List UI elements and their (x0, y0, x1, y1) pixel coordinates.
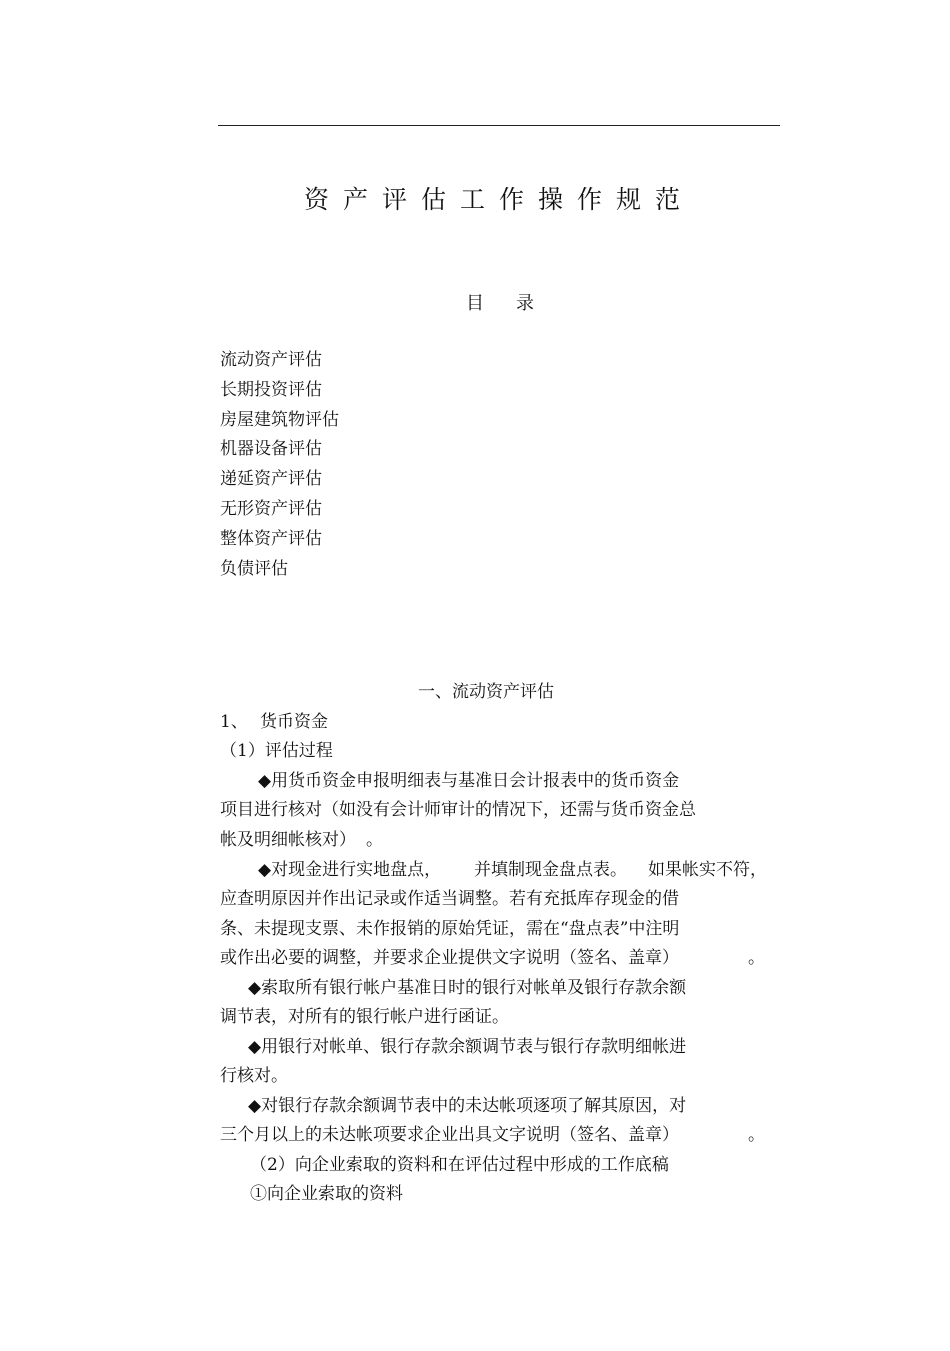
paragraph-line: 帐及明细帐核对） (220, 830, 356, 850)
paragraph-line: 。 (748, 1125, 765, 1145)
paragraph-line: 并填制现金盘点表。 (474, 860, 627, 880)
paragraph-line: 项目进行核对（如没有会计师审计的情况下，还需与货币资金总 (220, 800, 696, 820)
subheading: （2）向企业索取的资料和在评估过程中形成的工作底稿 (250, 1155, 669, 1175)
item-number: 1、 (220, 712, 248, 732)
paragraph-line: 应查明原因并作出记录或作适当调整。若有充抵库存现金的借 (220, 889, 679, 909)
toc-heading (466, 289, 534, 315)
paragraph-line: 。 (748, 948, 765, 968)
document-title: 资产评估工作操作规范 (303, 185, 694, 214)
paragraph-line: 三个月以上的未达帐项要求企业出具文字说明（签名、盖章） (220, 1125, 679, 1145)
paragraph-line: 条、未提现支票、未作报销的原始凭证，需在“盘点表”中注明 (220, 919, 680, 939)
toc-item[interactable]: 长期投资评估 (220, 379, 322, 400)
toc-item[interactable]: 无形资产评估 (220, 498, 322, 519)
toc-item[interactable]: 整体资产评估 (220, 528, 322, 549)
toc-item[interactable]: 递延资产评估 (220, 469, 322, 490)
paragraph-line: ◆用银行对帐单、银行存款余额调节表与银行存款明细帐进 (248, 1037, 687, 1057)
section-heading: 一、流动资产评估 (418, 682, 554, 702)
toc-item[interactable]: 流动资产评估 (220, 350, 322, 370)
toc-heading-char: 目 (466, 293, 484, 314)
paragraph-line: ◆对现金进行实地盘点， (258, 860, 442, 880)
table-of-contents (220, 346, 339, 584)
header-rule (218, 125, 780, 126)
paragraph-line: 如果帐实不符， (648, 860, 767, 880)
toc-item[interactable]: 房屋建筑物评估 (220, 409, 339, 430)
item-title: 货币资金 (260, 712, 328, 732)
subheading: （1）评估过程 (220, 741, 333, 761)
paragraph-line: ◆对银行存款余额调节表中的未达帐项逐项了解其原因，对 (248, 1096, 687, 1116)
paragraph-line: 行核对。 (220, 1066, 288, 1086)
paragraph-line: 调节表，对所有的银行帐户进行函证。 (220, 1007, 509, 1027)
paragraph-line: 或作出必要的调整，并要求企业提供文字说明（签名、盖章） (220, 948, 679, 968)
toc-heading-char: 录 (516, 293, 534, 314)
subheading: ①向企业索取的资料 (250, 1184, 403, 1204)
paragraph-line: ◆索取所有银行帐户基准日时的银行对帐单及银行存款余额 (248, 978, 687, 998)
paragraph-line: ◆用货币资金申报明细表与基准日会计报表中的货币资金 (258, 771, 680, 791)
toc-item[interactable]: 机器设备评估 (220, 439, 322, 460)
paragraph-line: 。 (366, 830, 383, 850)
toc-item[interactable]: 负债评估 (220, 558, 288, 579)
